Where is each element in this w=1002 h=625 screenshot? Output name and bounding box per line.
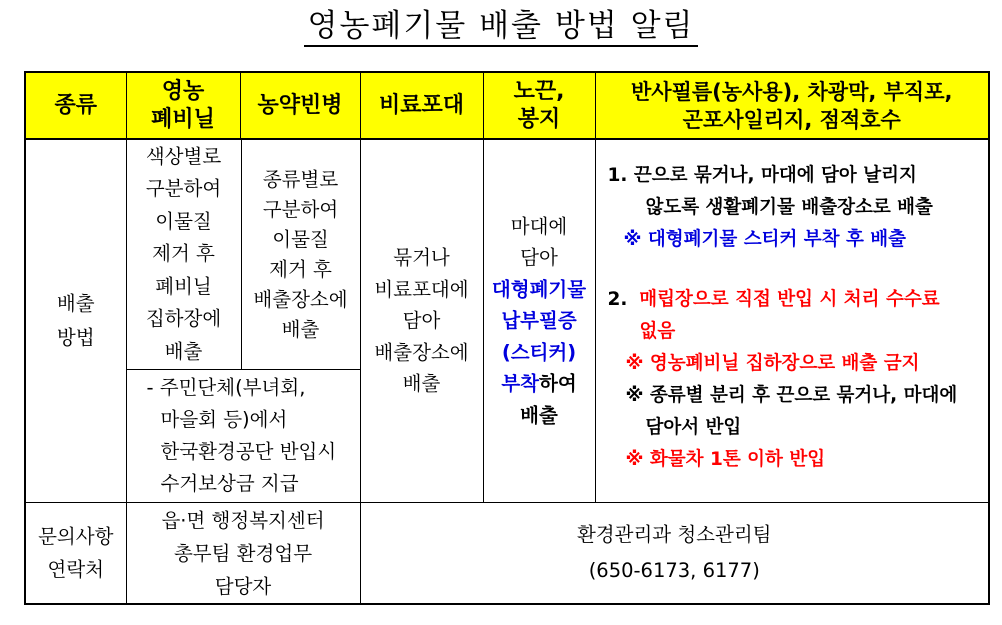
contact-dept: 환경관리과 청소관리팀 (650-6173, 6177) <box>360 503 989 605</box>
header-vinyl: 영농 폐비닐 <box>126 72 240 139</box>
film-note-truck: ※ 화물차 1톤 이하 반입 <box>625 449 826 470</box>
film-note-sticker: ※ 대형폐기물 스티커 부착 후 배출 <box>623 229 907 250</box>
method-label: 배출 방법 <box>25 139 126 503</box>
disposal-table <box>24 71 990 605</box>
pesticide-method: 종류별로 구분하여 이물질 제거 후 배출장소에 배출 <box>241 140 360 370</box>
contact-row <box>25 503 989 605</box>
film-note-separate: ※ 종류별 분리 후 끈으로 묶거나, 마대에 <box>625 385 958 406</box>
header-pesticide: 농약빈병 <box>240 72 360 139</box>
vinyl-pesticide-cell <box>126 139 360 503</box>
rope-method: 마대에 담아 대형폐기물 납부필증 (스티커) 부착하여 배출 <box>483 139 595 503</box>
method-row <box>25 139 989 503</box>
compensation-note: - 주민단체(부녀회, 마을회 등)에서 한국환경공단 반입시 수거보상금 지급 <box>146 376 337 495</box>
film-item-1: 1. 끈으로 묶거나, 마대에 담아 날리지 <box>607 165 917 186</box>
page-title: 영농폐기물 배출 방법 알림 <box>0 6 1002 46</box>
header-fertilizer: 비료포대 <box>360 72 483 139</box>
header-row <box>25 72 989 139</box>
header-film: 반사필름(농사용), 차광막, 부직포, 곤포사일리지, 점적호수 <box>595 72 989 139</box>
film-method: 1. 끈으로 묶거나, 마대에 담아 날리지 않도록 생활폐기물 배출장소로 배출 ※ 대형폐기물 스티커 부착 후 배출 2. 매립장으로 직접 반입 시 처리 수수료 없음 ※ 영농폐비닐 집하장으로 배출 금지 ※ 종류별 분리 후 끈으로 묶거나, 마대에 담아서 반입 ※ 화물차 1톤 이하 반입 <box>595 139 989 503</box>
header-type: 종류 <box>25 72 126 139</box>
film-note-no-vinyl: ※ 영농폐비닐 집하장으로 배출 금지 <box>625 353 920 374</box>
film-item-2: 2. 매립장으로 직접 반입 시 처리 수수료 <box>607 289 940 310</box>
header-rope: 노끈, 봉지 <box>483 72 595 139</box>
fertilizer-method: 묶거나 비료포대에 담아 배출장소에 배출 <box>360 139 483 503</box>
contact-label: 문의사항 연락처 <box>25 503 126 605</box>
contact-office: 읍·면 행정복지센터 총무팀 환경업무 담당자 <box>126 503 360 605</box>
vinyl-method: 색상별로 구분하여 이물질 제거 후 폐비닐 집하장에 배출 <box>127 140 242 370</box>
